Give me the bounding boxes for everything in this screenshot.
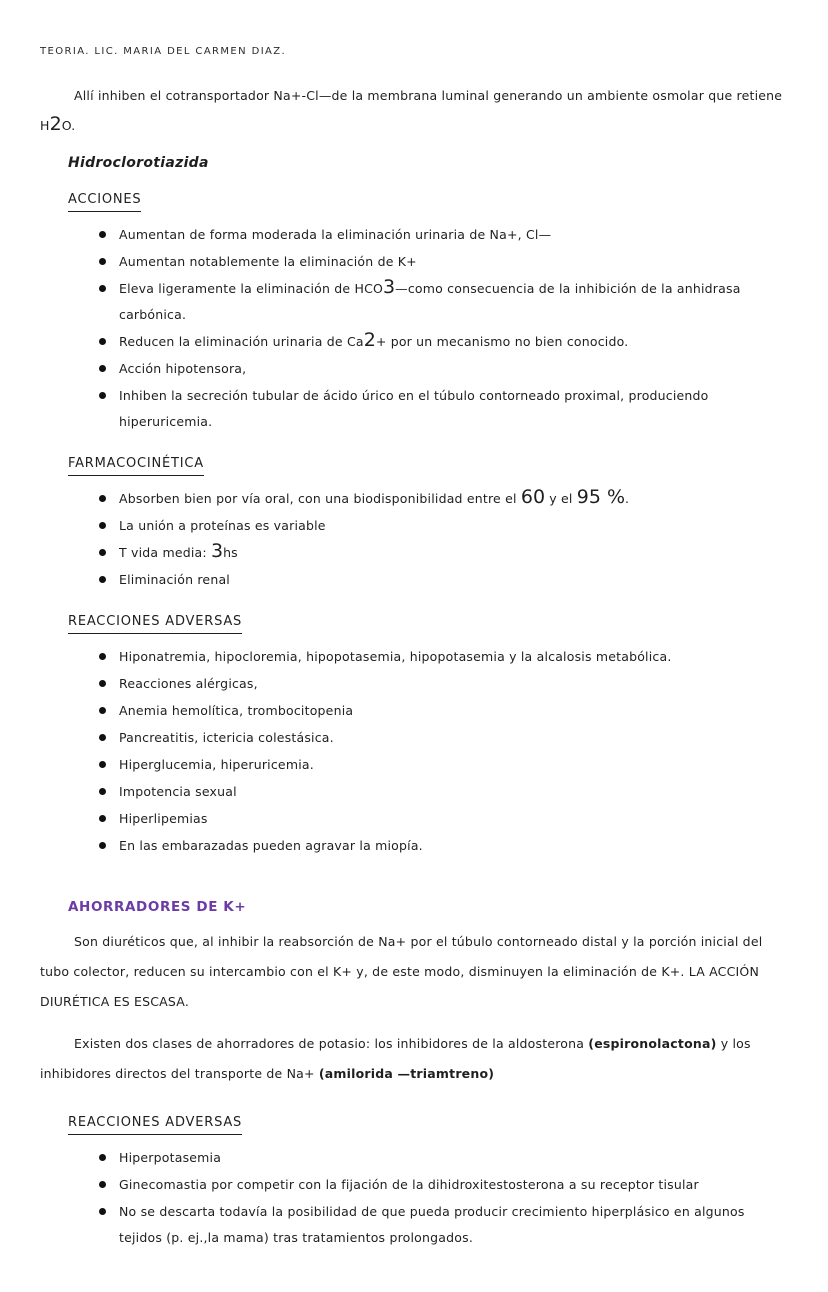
- list-item: No se descarta todavía la posibilidad de que pueda producir crecimiento hiperplásico en algunos tejidos (p. ej.,la mama) tras tratamientos prolongados.: [97, 1199, 790, 1251]
- section-reacciones-adversas-2: [68, 1111, 790, 1135]
- list-item: Pancreatitis, ictericia colestásica.: [97, 725, 790, 751]
- list-item: Aumentan de forma moderada la eliminación urinaria de Na+, Cl—: [97, 222, 790, 248]
- section-acciones: [68, 188, 790, 212]
- list-item: Aumentan notablemente la eliminación de K+: [97, 249, 790, 275]
- ahorradores-heading: AHORRADORES DE K+: [68, 899, 247, 915]
- drug-title: Hidroclorotiazida: [68, 155, 209, 171]
- list-item: Anemia hemolítica, trombocitopenia: [97, 698, 790, 724]
- list-item: Reacciones alérgicas,: [97, 671, 790, 697]
- section-heading-acciones: ACCIONES: [68, 192, 141, 212]
- intro-paragraph: Allí inhiben el cotransportador Na+-Cl—de la membrana luminal generando un ambiente osmolar que retiene H2O.: [40, 88, 783, 135]
- list-item: T vida media: 3hs: [97, 540, 790, 566]
- list-item: Inhiben la secreción tubular de ácido úrico en el túbulo contorneado proximal, produciendo hiperuricemia.: [97, 383, 790, 435]
- list-item: Hiponatremia, hipocloremia, hipopotasemia, hipopotasemia y la alcalosis metabólica.: [97, 644, 790, 670]
- list-item: Hiperpotasemia: [97, 1145, 790, 1171]
- doc-header: TEORIA. LIC. MARIA DEL CARMEN DIAZ.: [40, 46, 287, 57]
- list-item: Hiperglucemia, hiperuricemia.: [97, 752, 790, 778]
- bullet-list-acciones: [40, 222, 790, 435]
- section-heading-farmacocinetica: FARMACOCINÉTICA: [68, 456, 204, 476]
- section-heading-reacciones-adversas: REACCIONES ADVERSAS: [68, 614, 242, 634]
- bullet-list-reacciones-adversas-2: [40, 1145, 790, 1251]
- list-item: Absorben bien por vía oral, con una biodisponibilidad entre el 60 y el 95 %.: [97, 486, 790, 512]
- section-heading-reacciones-adversas-2: REACCIONES ADVERSAS: [68, 1115, 242, 1135]
- list-item: En las embarazadas pueden agravar la miopía.: [97, 833, 790, 859]
- list-item: Eliminación renal: [97, 567, 790, 593]
- list-item: Impotencia sexual: [97, 779, 790, 805]
- bullet-list-reacciones-adversas: [40, 644, 790, 859]
- section-farmacocinetica: [68, 452, 790, 476]
- ahorradores-paragraph-1: Son diuréticos que, al inhibir la reabsorción de Na+ por el túbulo contorneado distal y la porción inicial del tubo colector, reducen su intercambio con el K+ y, de este modo, disminuyen la eliminación de K+. LA ACCIÓN DIURÉTICA ES ESCASA.: [40, 934, 763, 1009]
- ahorradores-paragraph-2: Existen dos clases de ahorradores de potasio: los inhibidores de la aldosterona (espironolactona) y los inhibidores directos del transporte de Na+ (amilorida —triamtreno): [40, 1036, 751, 1081]
- list-item: Eleva ligeramente la eliminación de HCO3—como consecuencia de la inhibición de la anhidrasa carbónica.: [97, 276, 790, 328]
- bullet-list-farmacocinetica: [40, 486, 790, 593]
- list-item: La unión a proteínas es variable: [97, 513, 790, 539]
- list-item: Acción hipotensora,: [97, 356, 790, 382]
- list-item: Ginecomastia por competir con la fijación de la dihidroxitestosterona a su receptor tisular: [97, 1172, 790, 1198]
- list-item: Hiperlipemias: [97, 806, 790, 832]
- section-reacciones-adversas: [68, 610, 790, 634]
- list-item: Reducen la eliminación urinaria de Ca2+ por un mecanismo no bien conocido.: [97, 329, 790, 355]
